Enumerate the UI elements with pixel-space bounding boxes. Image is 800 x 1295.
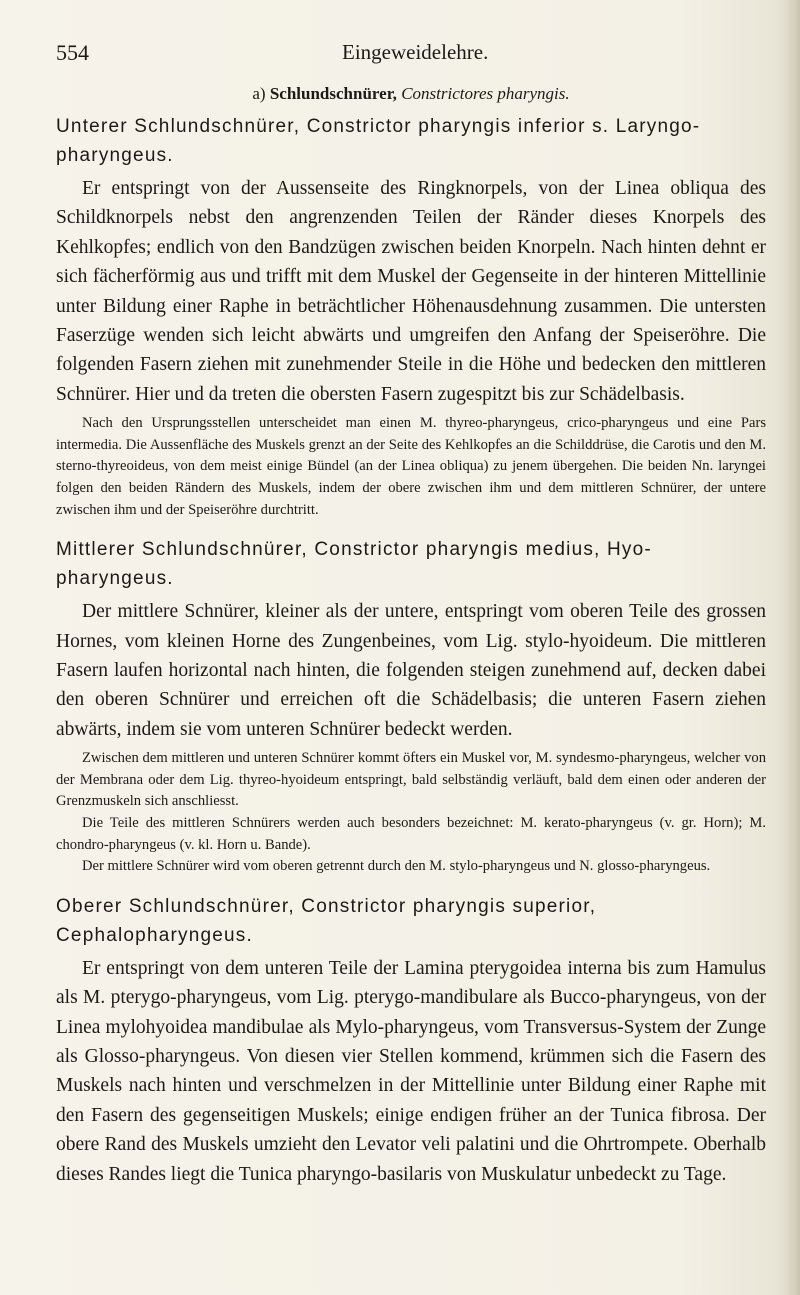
subheading-latin: Constrictores pharyngis. bbox=[401, 84, 570, 103]
page-header bbox=[56, 40, 772, 72]
page-content bbox=[56, 84, 766, 1189]
subheading-term: Schlundschnürer, bbox=[269, 84, 397, 103]
section-title: Unterer Schlundschnürer, Constrictor pharyngis inferior s. Laryngo-pharyngeus. bbox=[56, 116, 701, 166]
section-note: Nach den Ursprungsstellen unterscheidet man einen M. thyreo-pharyngeus, crico-pharyngeus und eine Pars intermedia. Die Aussenfläche des Muskels grenzt an der Seite des Kehlkopfes an die Schilddrüse, die Carotis und den M. sterno-thyreoideus, von dem meist einige Bündel (an der Linea obliqua) zu jenem übergehen. Die beiden Nn. laryngei folgen den beiden Rändern des Muskels, indem der obere zwischen ihm und dem mittleren Schnürer, der untere zwischen ihm und der Speiseröhre durchtritt. bbox=[56, 415, 766, 518]
section-medius bbox=[56, 535, 766, 878]
page-edge-shadow bbox=[786, 0, 800, 1295]
section-note: Der mittlere Schnürer wird vom oberen getrennt durch den M. stylo-pharyngeus und N. glosso-pharyngeus. bbox=[82, 858, 711, 875]
section-title: Mittlerer Schlundschnürer, Constrictor pharyngis medius, Hyo-pharyngeus. bbox=[56, 539, 652, 590]
section-superior bbox=[56, 892, 766, 1189]
section-note: Die Teile des mittleren Schnürers werden auch besonders bezeichnet: M. kerato-pharyngeus (v. gr. Horn); M. chondro-pharyngeus (v. kl. Horn u. Bande). bbox=[56, 815, 766, 853]
chapter-subheading bbox=[56, 84, 766, 104]
section-inferior bbox=[56, 112, 766, 521]
section-body: Er entspringt von dem unteren Teile der Lamina pterygoidea interna bis zum Hamulus als M. pterygo-pharyngeus, vom Lig. pterygo-mandibulare als Bucco-pharyngeus, von der Linea mylohyoidea mandibulae als Mylo-pharyngeus, vom Transversus-System der Zunge als Glosso-pharyngeus. Von diesen vier Stellen kommend, krümmen sich die Fasern des Muskels nach hinten und verschmelzen in der Mittellinie unter Bildung einer Raphe mit den Fasern des gegenseitigen Muskels; einige endigen früher an der Tunica fibrosa. Der obere Rand des Muskels umzieht den Levator veli palatini und die Ohrtrompete. Oberhalb dieses Randes liegt die Tunica pharyngo-basilaris von Muskulatur unbedeckt zu Tage. bbox=[56, 957, 766, 1185]
section-body: Er entspringt von der Aussenseite des Ringknorpels, von der Linea obliqua des Schildknorpels nebst den angrenzenden Teilen der Ränder dieses Knorpels des Kehlkopfes; endlich von den Bandzügen zwischen beiden Knorpeln. Nach hinten dehnt er sich fächerförmig aus und trifft mit dem Muskel der Gegenseite in der hinteren Mittellinie unter Bildung einer Raphe in beträchtlicher Höhenausdehnung zusammen. Die untersten Faserzüge wenden sich leicht abwärts und umgreifen den Anfang der Speiseröhre. Die folgenden Fasern ziehen mit zunehmender Steile in die Höhe und bedecken den mittleren Schnürer. Hier und da treten die obersten Fasern zugespitzt bis zur Schädelbasis. bbox=[56, 178, 766, 405]
section-note: Zwischen dem mittleren und unteren Schnürer kommt öfters ein Muskel vor, M. syndesmo-pharyngeus, welcher von der Membrana oder dem Lig. thyreo-hyoideum entspringt, bald selbständig verläuft, bald dem einen oder anderen der Grenzmuskeln sich anschliesst. bbox=[56, 750, 766, 810]
section-title: Oberer Schlundschnürer, Constrictor pharyngis superior, Cephalopharyngeus. bbox=[56, 895, 597, 946]
running-head: Eingeweidelehre. bbox=[342, 40, 489, 64]
subheading-letter: a) bbox=[252, 84, 266, 103]
page-number: 554 bbox=[56, 40, 89, 65]
section-body: Der mittlere Schnürer, kleiner als der untere, entspringt vom oberen Teile des grossen Hornes, vom kleinen Horne des Zungenbeines, vom Lig. stylo-hyoideum. Die mittleren Fasern laufen horizontal nach hinten, die folgenden steigen zunehmend auf, decken dabei den oberen Schnürer und erreichen oft die Schädelbasis; die unteren Fasern ziehen abwärts, indem sie vom unteren Schnürer bedeckt werden. bbox=[56, 601, 766, 740]
